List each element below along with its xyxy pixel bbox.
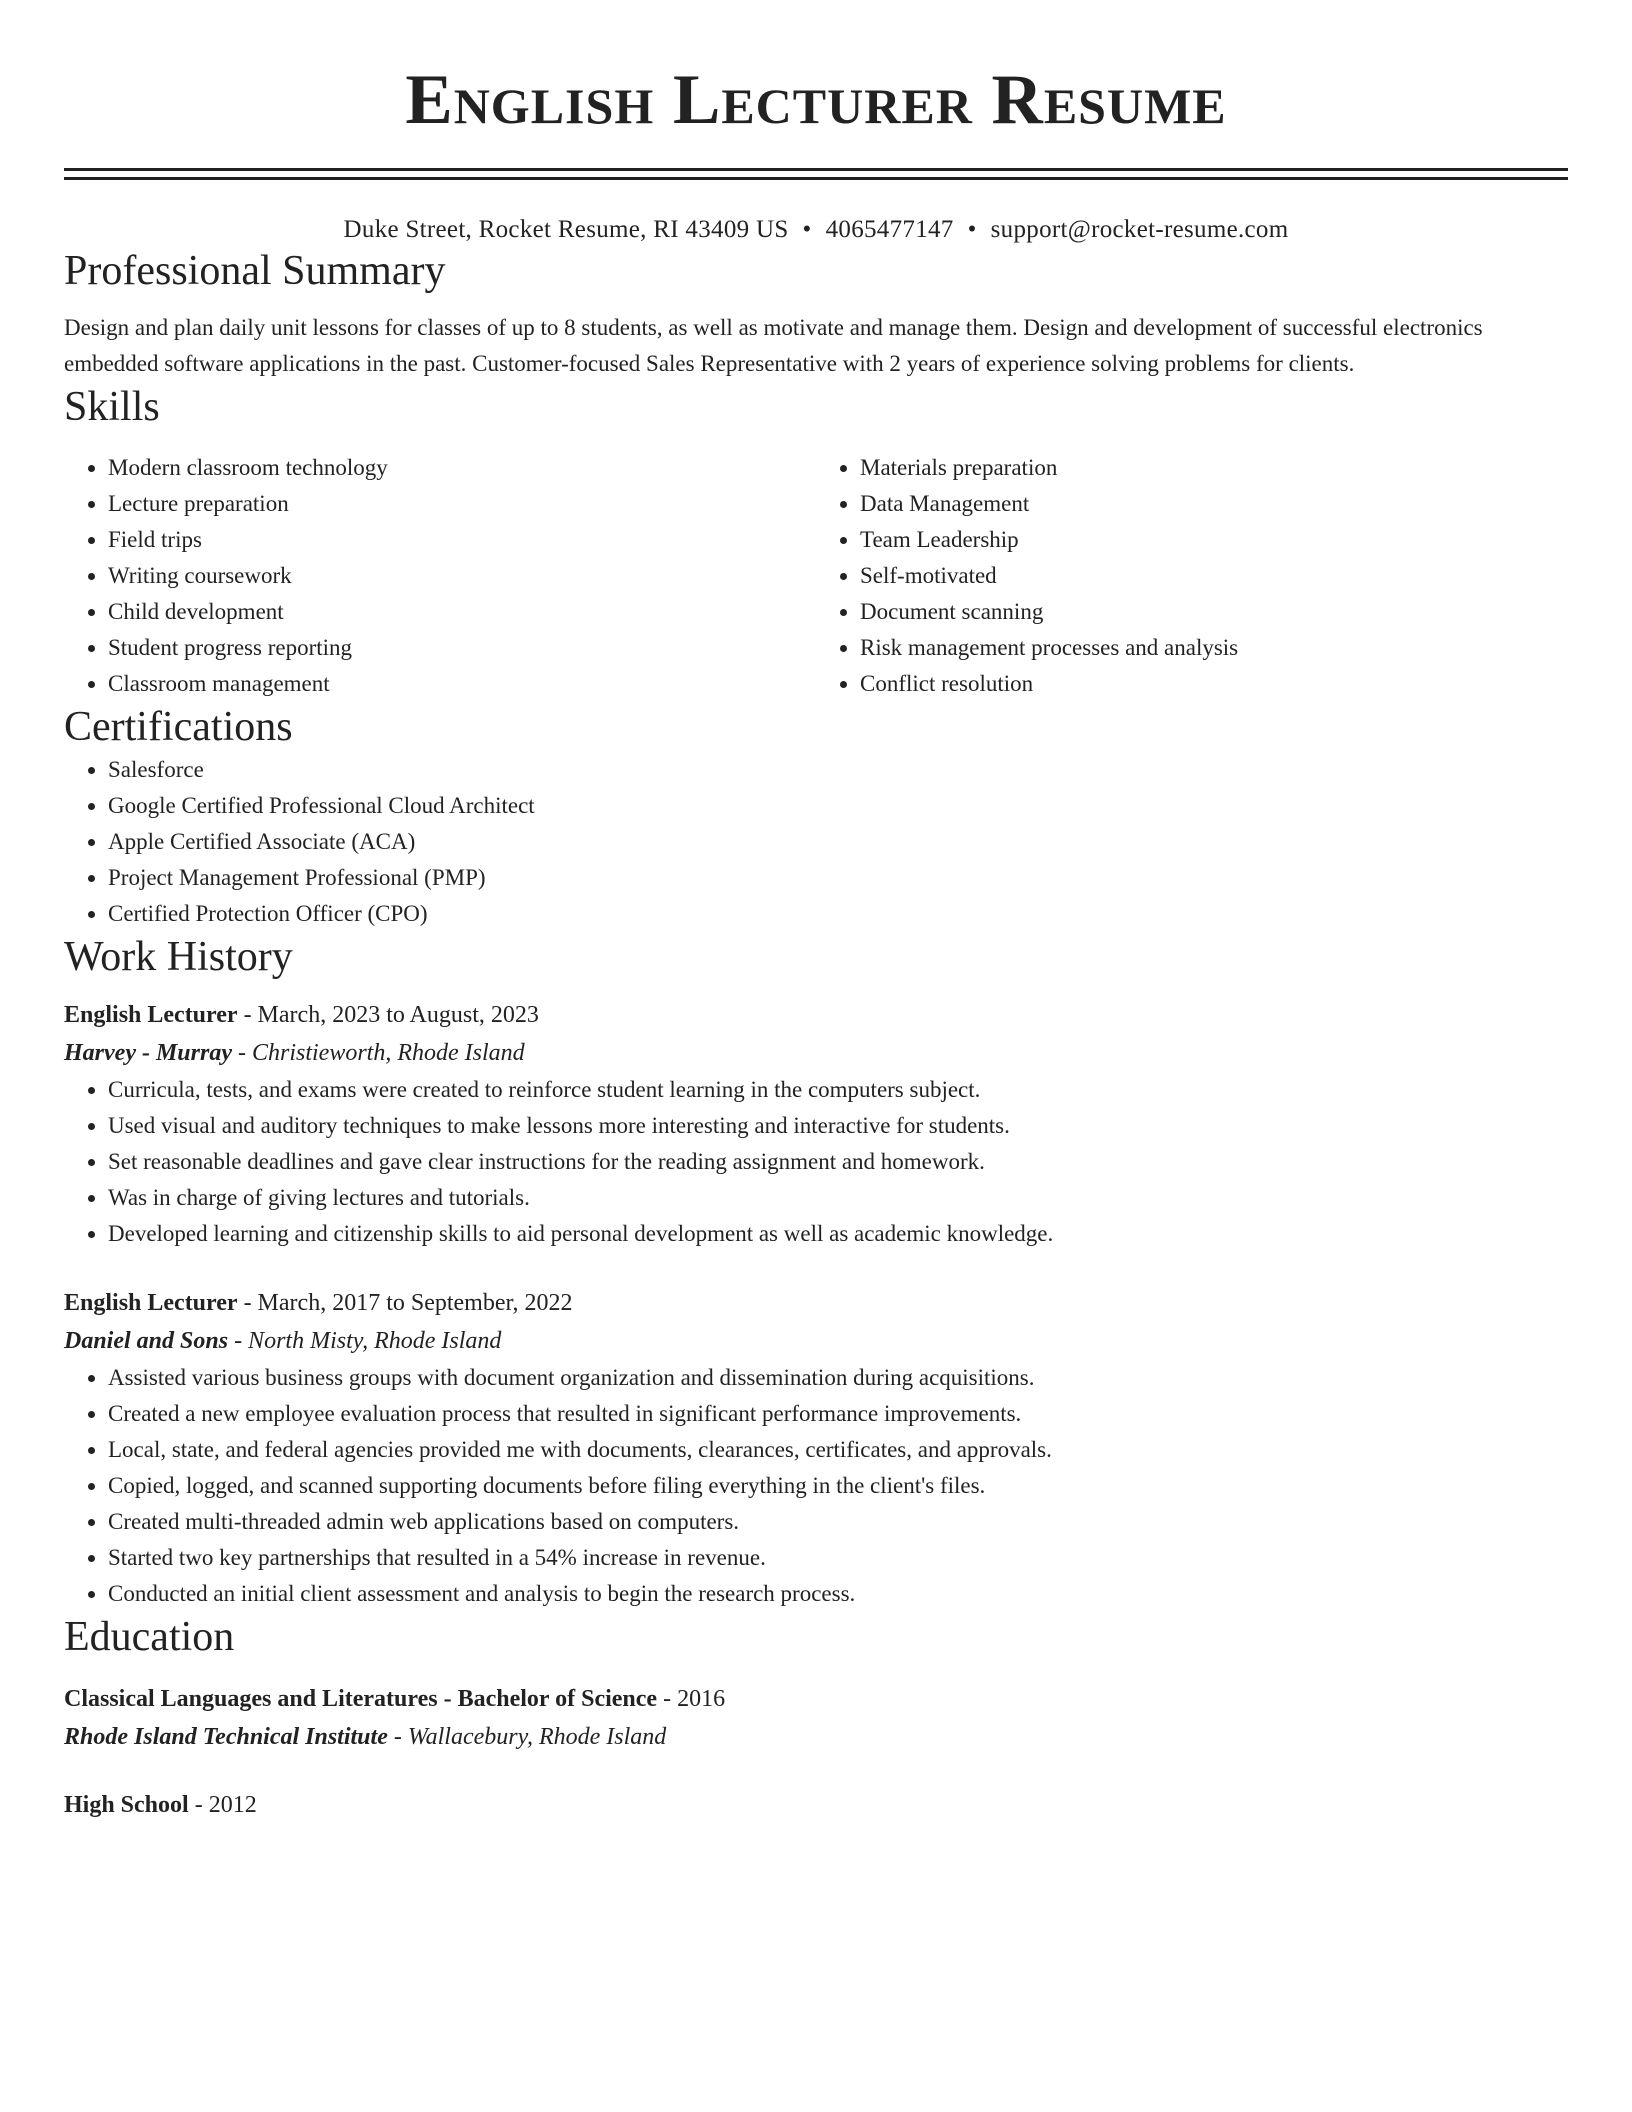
job-entry (64, 1284, 1568, 1612)
job-duty-item: • Assisted various business groups with document organization and dissemination during acquisitions. (108, 1360, 1568, 1396)
job-duty-item: • Conducted an initial client assessment and analysis to begin the research process. (108, 1576, 1568, 1612)
skills-list-right (816, 450, 1568, 702)
job-duty-item: • Used visual and auditory techniques to make lessons more interesting and interactive for students. (108, 1108, 1568, 1144)
job-duty-item: • Was in charge of giving lectures and tutorials. (108, 1180, 1568, 1216)
education-entry (64, 1680, 1568, 1756)
education-entry (64, 1786, 1568, 1824)
skill-item: • Field trips (108, 522, 816, 558)
contact-address: Duke Street, Rocket Resume, RI 43409 US (343, 216, 789, 243)
certification-item: • Apple Certified Associate (ACA) (108, 824, 1568, 860)
job-duty-item: • Copied, logged, and scanned supporting documents before filing everything in the client's files. (108, 1468, 1568, 1504)
education-location: - Wallacebury, Rhode Island (387, 1724, 667, 1750)
skill-item: • Classroom management (108, 666, 816, 702)
contact-phone: 4065477147 (825, 216, 954, 243)
certification-item: • Project Management Professional (PMP) (108, 860, 1568, 896)
skill-item: • Risk management processes and analysis (860, 630, 1568, 666)
job-location: - Christieworth, Rhode Island (231, 1040, 525, 1066)
contact-separator: • (802, 216, 812, 243)
resume-page (64, 0, 1568, 1824)
certifications-list (64, 752, 1568, 932)
skill-item: • Materials preparation (860, 450, 1568, 486)
skills-heading: Skills (64, 384, 160, 430)
education-year: - 2016 (657, 1686, 726, 1712)
job-dates: - March, 2017 to September, 2022 (237, 1290, 573, 1316)
job-duty-item: • Curricula, tests, and exams were created to reinforce student learning in the computers subject. (108, 1072, 1568, 1108)
skill-item: • Child development (108, 594, 816, 630)
skill-item: • Student progress reporting (108, 630, 816, 666)
education-heading: Education (64, 1614, 235, 1660)
job-employer-line (64, 1322, 1568, 1360)
job-duty-item: • Local, state, and federal agencies provided me with documents, clearances, certificates, and approvals. (108, 1432, 1568, 1468)
skill-item: • Document scanning (860, 594, 1568, 630)
skill-item: • Conflict resolution (860, 666, 1568, 702)
job-dates: - March, 2023 to August, 2023 (237, 1002, 539, 1028)
skill-item: • Writing coursework (108, 558, 816, 594)
skill-item: • Lecture preparation (108, 486, 816, 522)
education-year: - 2012 (188, 1792, 257, 1818)
title-rule-bottom (64, 177, 1568, 180)
skill-item: • Data Management (860, 486, 1568, 522)
education-degree-line (64, 1680, 1568, 1718)
job-location: - North Misty, Rhode Island (228, 1328, 502, 1354)
contact-separator: • (967, 216, 977, 243)
certification-item: • Salesforce (108, 752, 1568, 788)
job-employer: Harvey - Murray (64, 1040, 232, 1066)
skill-item: • Self-motivated (860, 558, 1568, 594)
education-degree-line (64, 1786, 1568, 1824)
summary-heading: Professional Summary (64, 248, 446, 294)
job-entry (64, 996, 1568, 1252)
job-title-line (64, 1284, 1568, 1322)
skill-item: • Modern classroom technology (108, 450, 816, 486)
job-role: English Lecturer (64, 1290, 238, 1316)
education-school: Rhode Island Technical Institute (64, 1724, 388, 1750)
job-duty-item: • Developed learning and citizenship skills to aid personal development as well as academic knowledge. (108, 1216, 1568, 1252)
resume-title: English Lecturer Resume (405, 61, 1227, 139)
job-employer: Daniel and Sons (64, 1328, 229, 1354)
job-duty-item: • Created multi-threaded admin web applications based on computers. (108, 1504, 1568, 1540)
skill-item: • Team Leadership (860, 522, 1568, 558)
job-title-line (64, 996, 1568, 1034)
education-degree: High School (64, 1792, 189, 1818)
contact-line (64, 214, 1568, 246)
job-duty-item: • Started two key partnerships that resulted in a 54% increase in revenue. (108, 1540, 1568, 1576)
education-school-line (64, 1718, 1568, 1756)
skills-columns (64, 450, 1568, 702)
skills-list-left (64, 450, 816, 702)
job-duty-item: • Set reasonable deadlines and gave clear instructions for the reading assignment and homework. (108, 1144, 1568, 1180)
certification-item: • Google Certified Professional Cloud Architect (108, 788, 1568, 824)
job-employer-line (64, 1034, 1568, 1072)
certification-item: • Certified Protection Officer (CPO) (108, 896, 1568, 932)
education-degree: Classical Languages and Literatures - Bachelor of Science (64, 1686, 658, 1712)
job-duties-list (64, 1360, 1568, 1612)
contact-email: support@rocket-resume.com (990, 216, 1289, 243)
job-role: English Lecturer (64, 1002, 238, 1028)
summary-text: Design and plan daily unit lessons for classes of up to 8 students, as well as motivate and manage them. Design and development of successful electronics embedded software applications in the past. Customer-focused Sales Representative with 2 years of experience solving problems for clients. (64, 315, 1483, 376)
job-duty-item: • Created a new employee evaluation process that resulted in significant performance improvements. (108, 1396, 1568, 1432)
title-rule-top (64, 168, 1568, 171)
job-duties-list (64, 1072, 1568, 1252)
certifications-heading: Certifications (64, 704, 293, 750)
work-history-heading: Work History (64, 934, 293, 980)
